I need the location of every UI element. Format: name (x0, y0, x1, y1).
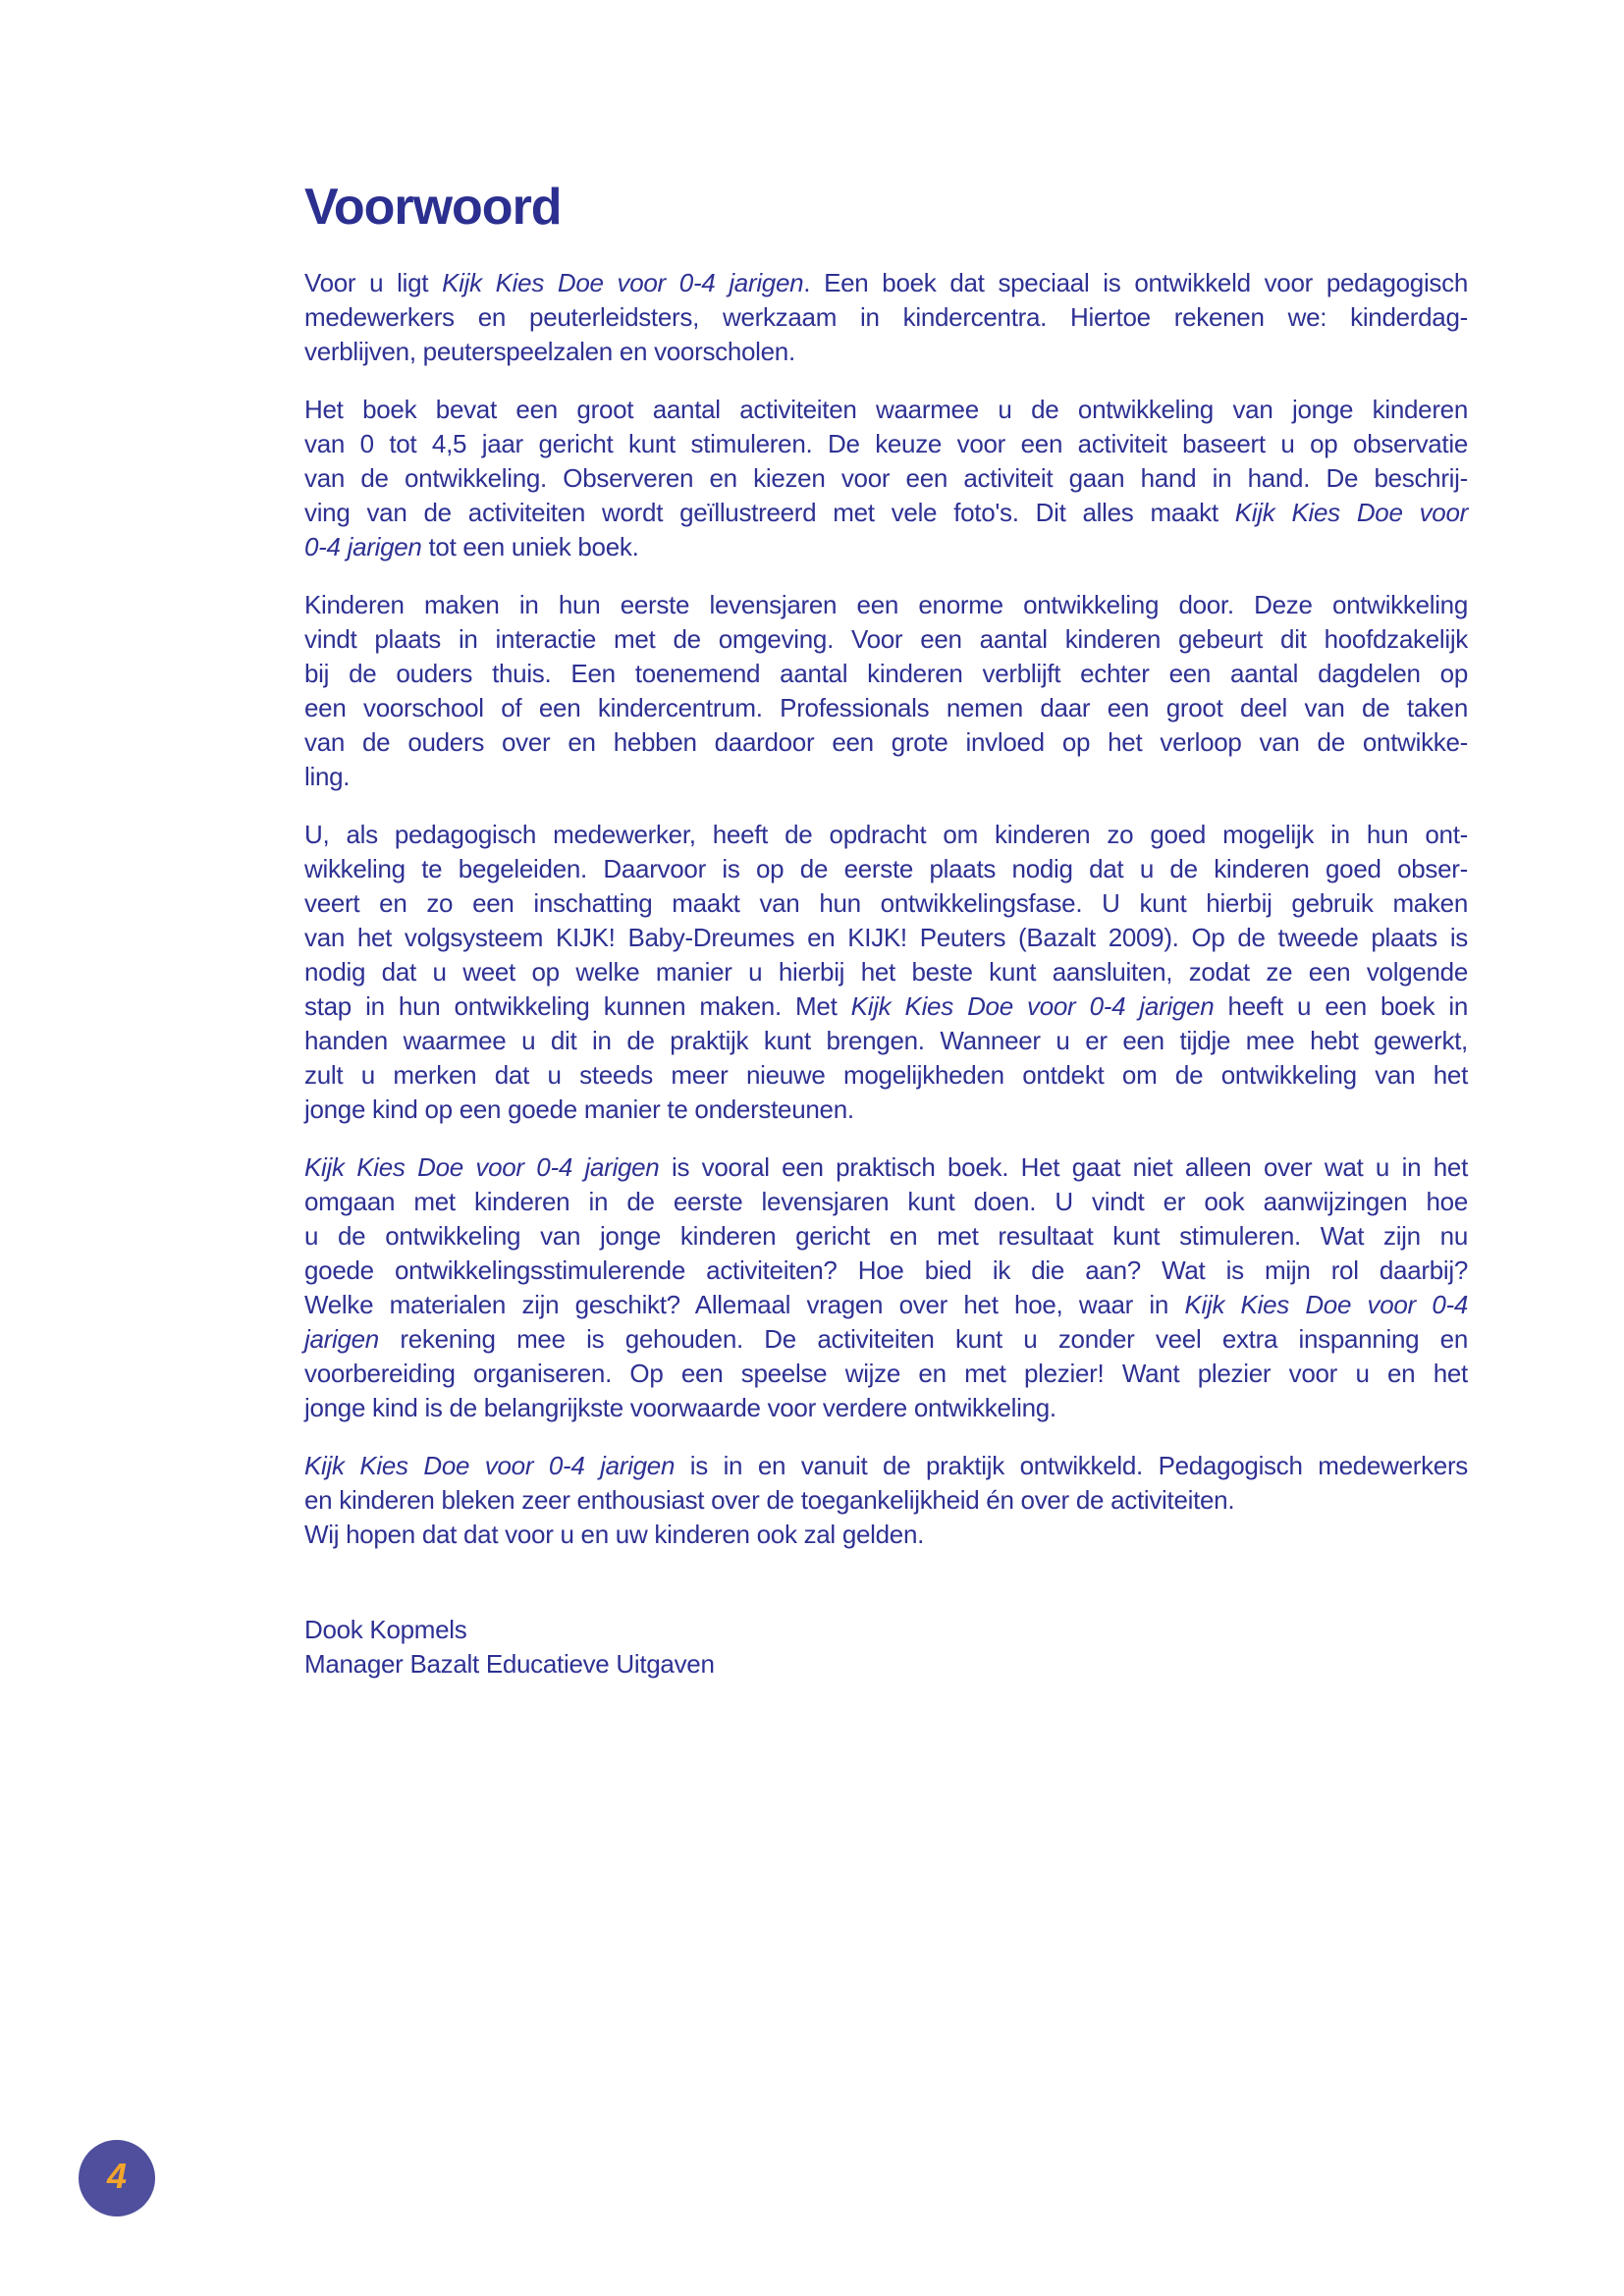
text-line (304, 266, 1468, 300)
text-run: ling. (304, 762, 351, 791)
text-run: wikkeling te begeleiden. Daarvoor is op de eerste plaats nodig dat u de kinderen goed obser- (304, 854, 1468, 883)
text-line (304, 1254, 1468, 1288)
body-text (304, 266, 1468, 1552)
text-run: tot een uniek boek. (421, 532, 639, 561)
text-run: veert en zo een inschatting maakt van hun ontwikkelingsfase. U kunt hierbij gebruik maken (304, 888, 1468, 918)
text-line (304, 1150, 1468, 1185)
text-run: is in en vanuit de praktijk ontwikkeld. Pedagogisch medewerkers (675, 1451, 1469, 1480)
text-run: voorbereiding organiseren. Op een speelse wijze en met plezier! Want plezier voor u en het (304, 1359, 1468, 1388)
text-line (304, 691, 1468, 725)
signature (304, 1613, 1468, 1682)
text-run: omgaan met kinderen in de eerste levensjaren kunt doen. U vindt er ook aanwijzingen hoe (304, 1187, 1468, 1216)
signature-line: Dook Kopmels (304, 1615, 467, 1644)
italic-run: Kijk Kies Doe voor 0-4 jarigen (850, 991, 1215, 1021)
text-run: van de ontwikkeling. Observeren en kiezen voor een activiteit gaan hand in hand. De beschrij- (304, 463, 1468, 493)
text-line (304, 1449, 1468, 1483)
text-line (304, 1185, 1468, 1219)
text-run: Welke materialen zijn geschikt? Allemaal vragen over het hoe, waar in (304, 1290, 1185, 1319)
text-run: een voorschool of een kindercentrum. Professionals nemen daar een groot deel van de taken (304, 693, 1468, 722)
text-line (304, 657, 1468, 691)
text-line (304, 1483, 1468, 1518)
page-number-badge (79, 2140, 155, 2216)
text-run: zult u merken dat u steeds meer nieuwe mogelijkheden ontdekt om de ontwikkeling van het (304, 1060, 1468, 1090)
paragraph (304, 588, 1468, 794)
text-line (304, 1288, 1468, 1322)
text-run: handen waarmee u dit in de praktijk kunt brengen. Wanneer u er een tijdje mee hebt gewerkt, (304, 1026, 1468, 1055)
italic-run: jarigen (304, 1324, 379, 1354)
text-run: jonge kind op een goede manier te ondersteunen. (304, 1095, 854, 1124)
text-run: Voor u ligt (304, 268, 443, 297)
text-run: bij de ouders thuis. Een toenemend aantal kinderen verblijft echter een aantal dagdelen op (304, 659, 1468, 688)
text-run: van 0 tot 4,5 jaar gericht kunt stimuleren. De keuze voor een activiteit baseert u op observatie (304, 429, 1468, 458)
text-run: goede ontwikkelingsstimulerende activiteiten? Hoe bied ik die aan? Wat is mijn rol daarbij? (304, 1255, 1468, 1285)
text-line (304, 1357, 1468, 1391)
text-line (304, 588, 1468, 622)
text-line (304, 461, 1468, 496)
text-run: stap in hun ontwikkeling kunnen maken. Met (304, 991, 851, 1021)
paragraph (304, 1150, 1468, 1425)
text-line (304, 300, 1468, 335)
text-run: van het volgsysteem KIJK! Baby-Dreumes en KIJK! Peuters (Bazalt 2009). Op de tweede plaats is (304, 923, 1468, 952)
signature-line: Manager Bazalt Educatieve Uitgaven (304, 1649, 715, 1679)
text-line (304, 886, 1468, 921)
text-line (304, 393, 1468, 427)
text-run: verblijven, peuterspeelzalen en voorscholen. (304, 337, 795, 366)
text-run: Wij hopen dat dat voor u en uw kinderen ook zal gelden. (304, 1520, 925, 1549)
paragraph (304, 266, 1468, 369)
text-line (304, 1058, 1468, 1093)
text-run: is vooral een praktisch boek. Het gaat niet alleen over wat u in het (659, 1152, 1468, 1182)
italic-run: Kijk Kies Doe voor 0-4 jarigen (304, 1451, 676, 1480)
italic-run: 0-4 jarigen (304, 532, 422, 561)
text-run: nodig dat u weet op welke manier u hierbij het beste kunt aansluiten, zodat ze een volgende (304, 957, 1468, 987)
text-run: medewerkers en peuterleidsters, werkzaam in kindercentra. Hiertoe rekenen we: kinderdag- (304, 302, 1468, 332)
paragraph (304, 393, 1468, 564)
text-run: ving van de activiteiten wordt geïllustreerd met vele foto's. Dit alles maakt (304, 498, 1235, 527)
paragraph (304, 818, 1468, 1127)
text-run: . Een boek dat speciaal is ontwikkeld voor pedagogisch (803, 268, 1468, 297)
text-line (304, 955, 1468, 989)
text-line (304, 1219, 1468, 1254)
text-line (304, 1322, 1468, 1357)
text-line (304, 1093, 1468, 1127)
text-line (304, 818, 1468, 852)
text-run: vindt plaats in interactie met de omgeving. Voor een aantal kinderen gebeurt dit hoofdzakelijk (304, 624, 1468, 654)
text-line (304, 530, 1468, 564)
page-title: Voorwoord (304, 179, 562, 236)
text-line (304, 725, 1468, 760)
italic-run: Kijk Kies Doe voor (1234, 498, 1468, 527)
text-line (304, 622, 1468, 657)
text-run: U, als pedagogisch medewerker, heeft de opdracht om kinderen zo goed mogelijk in hun ont- (304, 820, 1468, 849)
text-line (304, 760, 1468, 794)
text-run: heeft u een boek in (1214, 991, 1469, 1021)
text-line (304, 852, 1468, 886)
text-line (304, 1518, 1468, 1552)
italic-run: Kijk Kies Doe voor 0-4 jarigen (304, 1152, 660, 1182)
page-content (304, 179, 1469, 1682)
text-line (304, 921, 1468, 955)
text-run: Het boek bevat een groot aantal activiteiten waarmee u de ontwikkeling van jonge kinderen (304, 395, 1468, 424)
italic-run: Kijk Kies Doe voor 0-4 jarigen (442, 268, 804, 297)
paragraph (304, 1449, 1468, 1552)
text-run: rekening mee is gehouden. De activiteiten kunt u zonder veel extra inspanning en (378, 1324, 1468, 1354)
italic-run: Kijk Kies Doe voor 0-4 (1184, 1290, 1468, 1319)
page-number: 4 (106, 2156, 128, 2196)
text-run: van de ouders over en hebben daardoor een grote invloed op het verloop van de ontwikke- (304, 727, 1468, 757)
text-line (304, 496, 1468, 530)
text-line (304, 427, 1468, 461)
text-run: jonge kind is de belangrijkste voorwaarde voor verdere ontwikkeling. (304, 1393, 1056, 1422)
text-run: Kinderen maken in hun eerste levensjaren een enorme ontwikkeling door. Deze ontwikkeling (304, 590, 1468, 619)
text-line (304, 989, 1468, 1024)
text-line (304, 1391, 1468, 1425)
text-run: u de ontwikkeling van jonge kinderen gericht en met resultaat kunt stimuleren. Wat zijn nu (304, 1221, 1468, 1251)
text-line (304, 335, 1468, 369)
text-run: en kinderen bleken zeer enthousiast over de toegankelijkheid én over de activiteiten. (304, 1485, 1235, 1515)
text-line (304, 1024, 1468, 1058)
